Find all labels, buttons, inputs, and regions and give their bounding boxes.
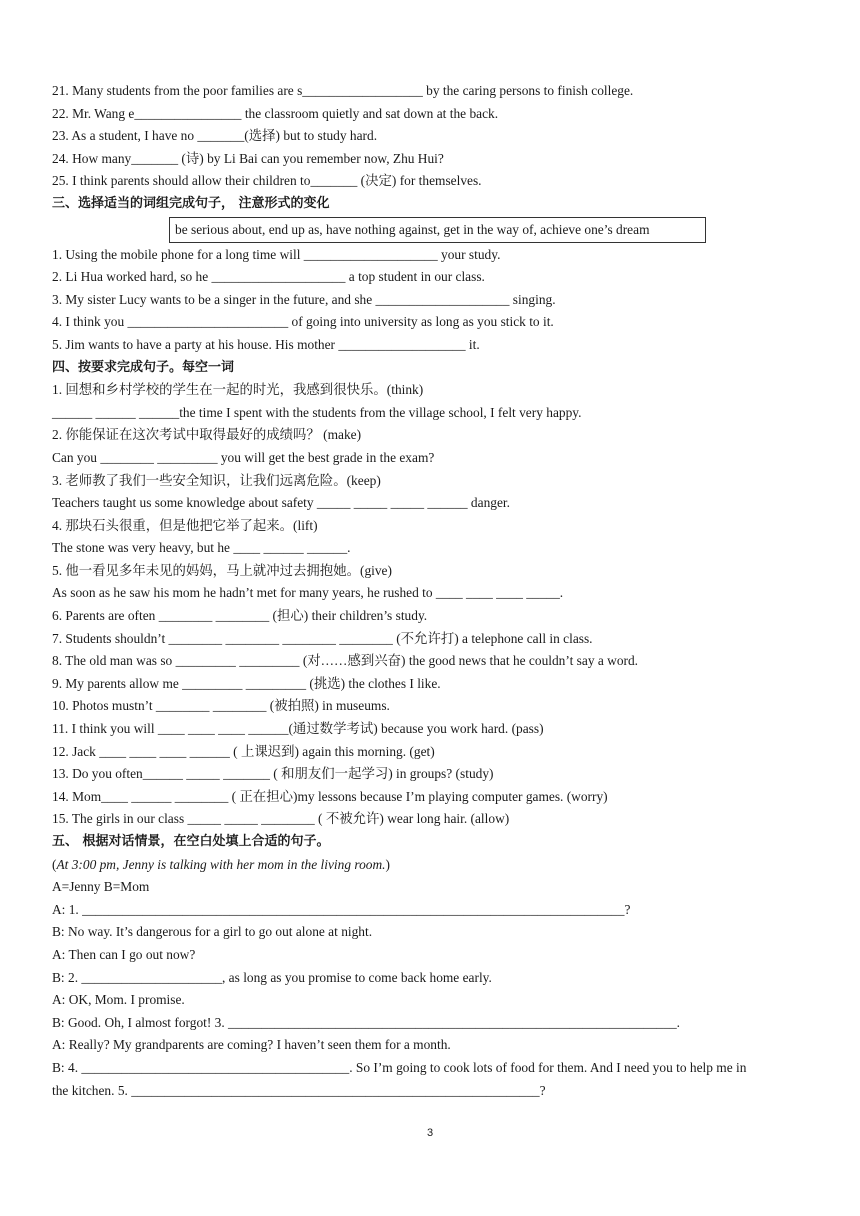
dialog-line: A: 1. _________________________________________________________________________________? (52, 901, 631, 917)
dialog-line: B: 2. _____________________, as long as you promise to come back home early. (52, 969, 492, 985)
fill-in-items-21-25 (52, 80, 812, 193)
section-4-line: 5. 他一看见多年未见的妈妈，马上就冲过去拥抱她。(give) (52, 562, 392, 578)
context-open-paren: ( (52, 856, 57, 872)
section-3-item-4: 4. I think you ________________________ of going into university as long as you stick to it. (52, 314, 554, 330)
section-4-line: Can you ________ _________ you will get the best grade in the exam? (52, 449, 435, 465)
section-4-line: As soon as he saw his mom he hadn’t met for many years, he rushed to ____ ____ ____ _____. (52, 585, 564, 601)
dialog-line: A: Really? My grandparents are coming? I haven’t seen them for a month. (52, 1037, 451, 1053)
section-4-line: The stone was very heavy, but he ____ ______ ______. (52, 540, 351, 556)
dialog-context (52, 854, 812, 877)
section-3-heading: 三、选择适当的词组完成句子， 注意形式的变化 (52, 195, 330, 211)
phrase-box: be serious about, end up as, have nothing against, get in the way of, achieve one’s dream (169, 217, 706, 243)
dialog-roles: A=Jenny B=Mom (52, 879, 150, 895)
context-text: At 3:00 pm, Jenny is talking with her mom in the living room. (56, 856, 386, 872)
section-4-line: 1. 回想和乡村学校的学生在一起的时光，我感到很快乐。(think) (52, 382, 424, 398)
question-22: 22. Mr. Wang e________________ the classroom quietly and sat down at the back. (52, 105, 499, 121)
section-4-line: 6. Parents are often ________ ________ (担心) their children’s study. (52, 608, 428, 624)
section-4-line: ______ ______ ______the time I spent with the students from the village school, I felt very happy. (52, 404, 582, 420)
question-25: 25. I think parents should allow their children to_______ (决定) for themselves. (52, 173, 482, 189)
section-4-line: 10. Photos mustn’t ________ ________ (被拍照) in museums. (52, 698, 390, 714)
section-4-line: 2. 你能保证在这次考试中取得最好的成绩吗？ (make) (52, 427, 362, 443)
question-24: 24. How many_______ (诗) by Li Bai can you remember now, Zhu Hui? (52, 150, 444, 166)
section-4-line: 8. The old man was so _________ _________ (对……感到兴奋) the good news that he couldn’t say a word. (52, 653, 639, 669)
section-4-heading: 四、按要求完成句子。每空一词 (52, 359, 235, 375)
worksheet-page (52, 80, 812, 1102)
section-4-line: 12. Jack ____ ____ ____ ______ ( 上课迟到) again this morning. (get) (52, 743, 435, 759)
section-4-line: 13. Do you often______ _____ _______ ( 和朋友们一起学习) in groups? (study) (52, 766, 494, 782)
section-4 (52, 357, 812, 831)
section-4-line: 15. The girls in our class _____ _____ ________ ( 不被允许) wear long hair. (allow) (52, 811, 510, 827)
section-4-line: 4. 那块石头很重，但是他把它举了起来。(lift) (52, 517, 318, 533)
section-3-item-5: 5. Jim wants to have a party at his house. His mother ___________________ it. (52, 336, 480, 352)
section-4-line: Teachers taught us some knowledge about safety _____ _____ _____ ______ danger. (52, 495, 510, 511)
dialog-line: A: Then can I go out now? (52, 946, 196, 962)
question-23: 23. As a student, I have no _______(选择) but to study hard. (52, 128, 378, 144)
dialog-line: B: 4. ________________________________________. So I’m going to cook lots of food for them. And I need you to help me in (52, 1059, 747, 1075)
page-number: 3 (426, 1127, 434, 1139)
context-close-paren: ) (385, 856, 390, 872)
section-4-line: 7. Students shouldn’t ________ ________ ________ ________ (不允许打) a telephone call in class. (52, 630, 593, 646)
section-4-line: 11. I think you will ____ ____ ____ ______(通过数学考试) because you work hard. (pass) (52, 721, 544, 737)
dialog-line: B: No way. It’s dangerous for a girl to go out alone at night. (52, 924, 373, 940)
dialog-line: the kitchen. 5. _____________________________________________________________? (52, 1082, 546, 1098)
dialog-line: A: OK, Mom. I promise. (52, 992, 185, 1008)
section-5-heading: 五、 根据对话情景，在空白处填上合适的句子。 (52, 834, 330, 849)
section-5 (52, 831, 812, 1102)
section-3-item-1: 1. Using the mobile phone for a long time will ____________________ your study. (52, 246, 501, 262)
section-4-line: 3. 老师教了我们一些安全知识，让我们远离危险。(keep) (52, 472, 381, 488)
section-3-item-2: 2. Li Hua worked hard, so he ____________________ a top student in our class. (52, 269, 485, 285)
section-4-line: 14. Mom____ ______ ________ ( 正在担心)my lessons because I’m playing computer games. (worry) (52, 788, 608, 804)
dialog-line: B: Good. Oh, I almost forgot! 3. ___________________________________________________________________. (52, 1014, 680, 1030)
section-3-item-3: 3. My sister Lucy wants to be a singer in the future, and she ____________________ singing. (52, 291, 556, 307)
question-21: 21. Many students from the poor families are s__________________ by the caring persons to finish college. (52, 83, 634, 98)
section-3 (52, 193, 812, 357)
section-4-line: 9. My parents allow me _________ _________ (挑选) the clothes I like. (52, 675, 441, 691)
